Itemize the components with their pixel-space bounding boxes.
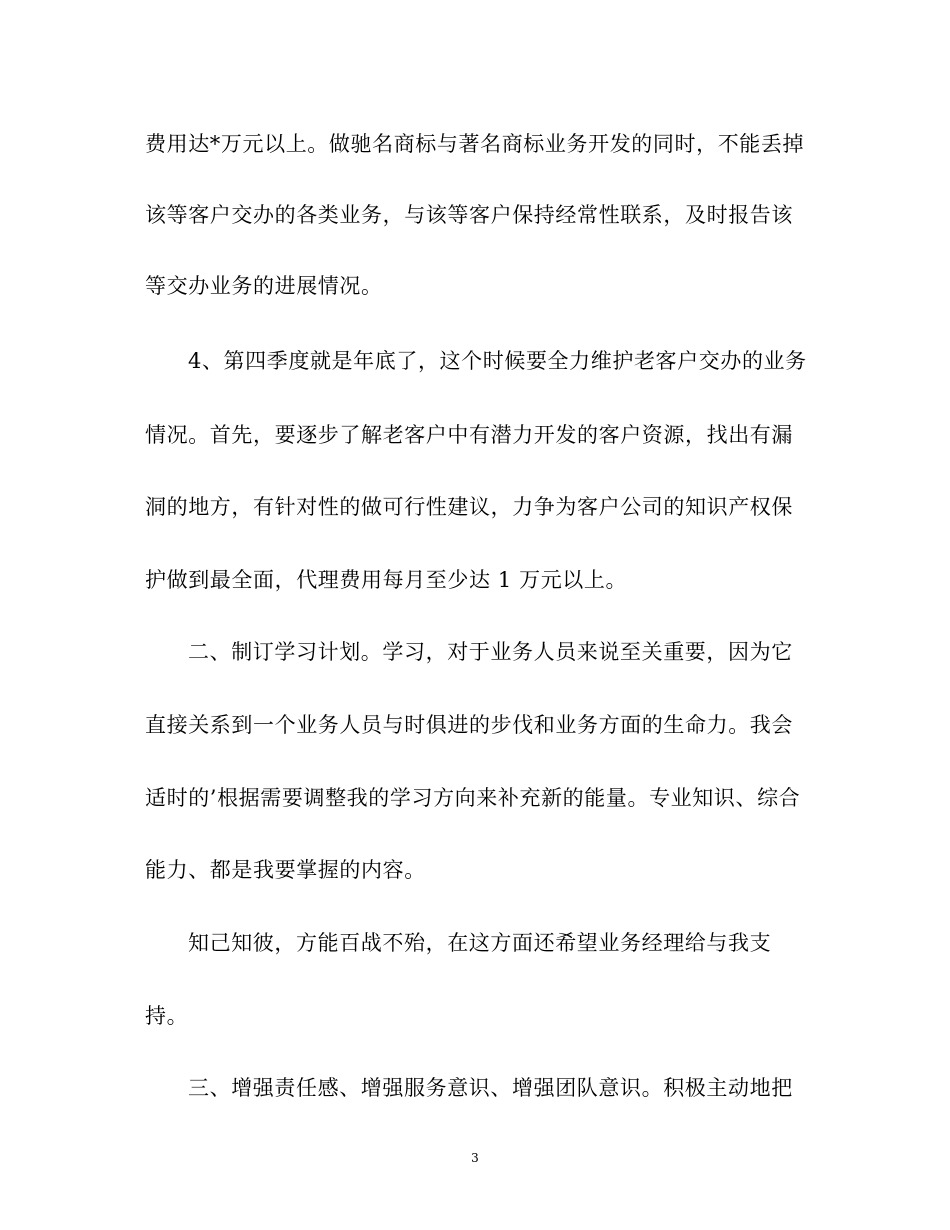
text-line-7: 护做到最全面，代理费用每月至少达 1 万元以上。	[145, 568, 628, 592]
text-line-11: 能力、都是我要掌握的内容。	[145, 858, 426, 882]
text-line-1: 费用达*万元以上。做驰名商标与著名商标业务开发的同时，不能丢掉	[145, 132, 805, 156]
page-number: 3	[471, 1151, 479, 1165]
text-line-14: 三、增强责任感、增强服务意识、增强团队意识。积极主动地把	[188, 1076, 793, 1100]
text-line-4: 4、第四季度就是年底了，这个时候要全力维护老客户交办的业务	[188, 349, 807, 373]
text-line-9: 直接关系到一个业务人员与时俱进的步伐和业务方面的生命力。我会	[145, 713, 793, 737]
text-line-3: 等交办业务的进展情况。	[145, 274, 383, 298]
text-line-6: 洞的地方，有针对性的做可行性建议，力争为客户公司的知识产权保	[145, 495, 793, 519]
text-line-2: 该等客户交办的各类业务，与该等客户保持经常性联系，及时报告该	[145, 203, 793, 227]
text-line-8: 二、制订学习计划。学习，对于业务人员来说至关重要，因为它	[188, 640, 793, 664]
text-line-5: 情况。首先，要逐步了解老客户中有潜力开发的客户资源，找出有漏	[145, 423, 793, 447]
text-line-12: 知己知彼，方能百战不殆，在这方面还希望业务经理给与我支	[188, 931, 772, 955]
text-line-13: 持。	[145, 1004, 189, 1028]
text-line-10: 适时的’根据需要调整我的学习方向来补充新的能量。专业知识、综合	[145, 786, 801, 810]
